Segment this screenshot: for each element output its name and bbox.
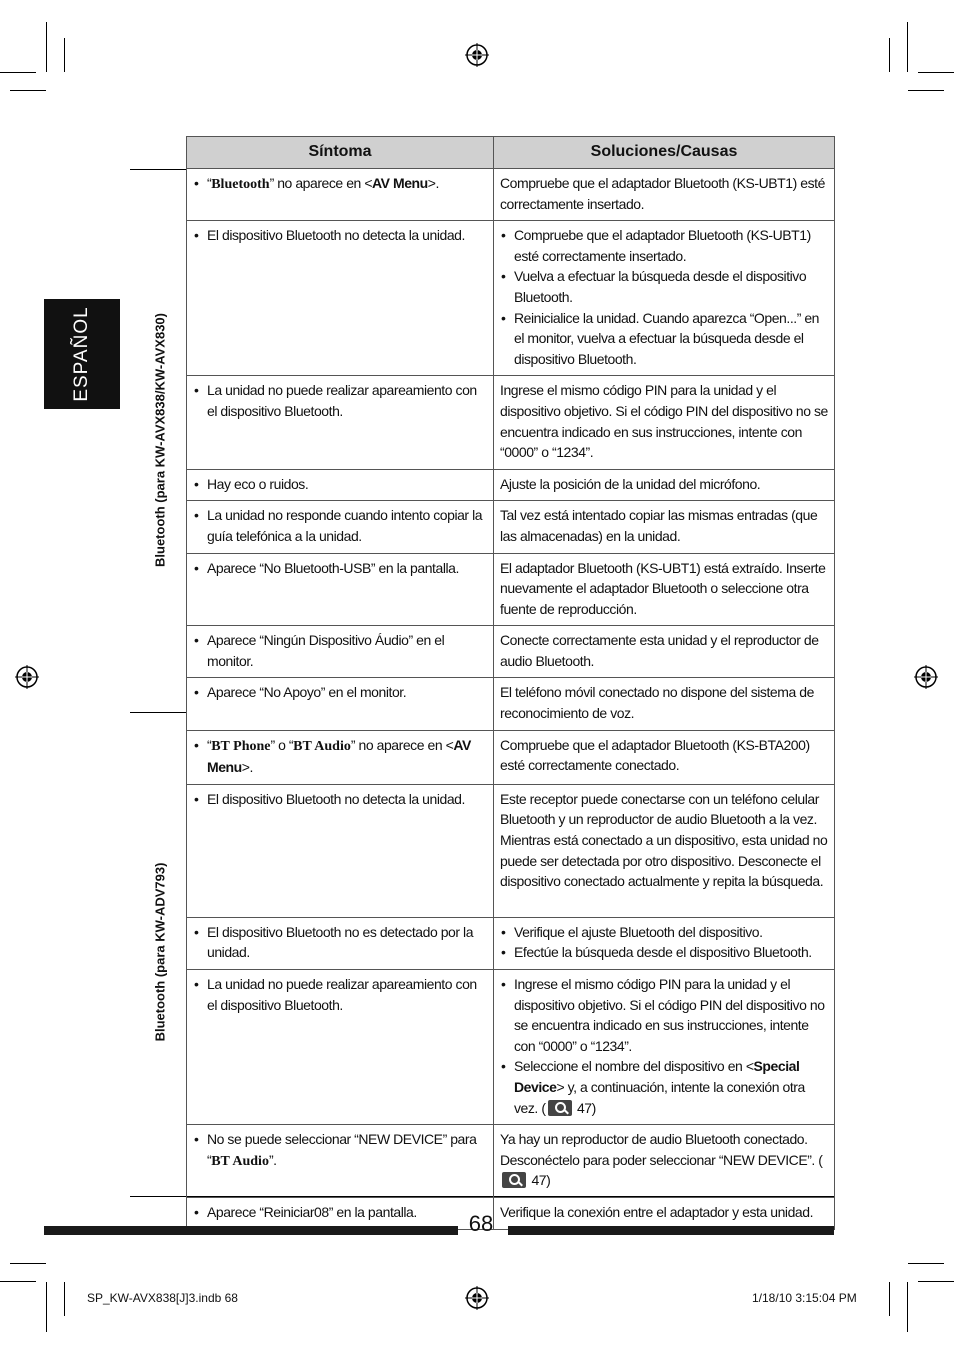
symptom-cell: • Aparece “No Bluetooth-USB” en la pantalla. [187, 553, 494, 626]
table-row [187, 678, 835, 730]
symptom-cell: • La unidad no puede realizar apareamiento con el dispositivo Bluetooth. [187, 376, 494, 469]
symptom-cell: • Aparece “Reiniciar08” en la pantalla. [187, 1197, 494, 1229]
language-tab [44, 299, 120, 409]
crop-mark [907, 22, 908, 72]
table-row [187, 626, 835, 678]
solution-cell: Compruebe que el adaptador Bluetooth (KS-UBT1) esté correctamente insertado. [494, 169, 835, 221]
symptom-cell: • “BT Phone” o “BT Audio” no aparece en <AV Menu>. [187, 730, 494, 784]
solution-cell: Ingrese el mismo código PIN para la unidad y el dispositivo objetivo. Si el código PIN del dispositivo no se encuentra indicado en sus instrucciones, intente con “0000” o “1234”. [494, 376, 835, 469]
table-row [187, 1125, 835, 1198]
group-divider [130, 169, 186, 170]
table-row [187, 917, 835, 969]
solution-cell: Ajuste la posición de la unidad del micrófono. [494, 469, 835, 501]
symptom-cell: • Aparece “No Apoyo” en el monitor. [187, 678, 494, 730]
table-row [187, 553, 835, 626]
crop-mark [64, 38, 65, 72]
solution-cell: • Ingrese el mismo código PIN para la unidad y el dispositivo objetivo. Si el código PIN del dispositivo no se encuentra indicado en sus instrucciones, intente con “0000” o “1234”. • Seleccione el nombre del dispositivo en <Special Device> y, a continuación, intente la conexión otra vez. ( 47) [494, 970, 835, 1125]
table-row [187, 1197, 835, 1229]
solution-cell: Conecte correctamente esta unidad y el reproductor de audio Bluetooth. [494, 626, 835, 678]
symptom-cell: • El dispositivo Bluetooth no detecta la unidad. [187, 784, 494, 917]
crop-mark [64, 1282, 65, 1316]
page-bar-left [44, 1226, 458, 1235]
crop-mark [918, 72, 954, 73]
table-row [187, 376, 835, 469]
footer-timestamp: 1/18/10 3:15:04 PM [752, 1291, 857, 1305]
crop-mark [46, 1282, 47, 1332]
crop-mark [918, 1281, 954, 1282]
table-row [187, 501, 835, 553]
registration-mark-icon [914, 665, 938, 689]
crop-mark [46, 22, 47, 72]
solution-cell: Verifique la conexión entre el adaptador y esta unidad. [494, 1197, 835, 1229]
solution-cell: Tal vez está intentado copiar las mismas entradas (que las almacenadas) en la unidad. [494, 501, 835, 553]
crop-mark [10, 90, 46, 91]
solution-cell: Compruebe que el adaptador Bluetooth (KS-BTA200) esté correctamente conectado. [494, 730, 835, 784]
crop-mark [908, 90, 944, 91]
crop-mark [10, 1263, 46, 1264]
crop-mark [907, 1282, 908, 1332]
crop-mark [0, 1281, 36, 1282]
symptom-cell: • El dispositivo Bluetooth no es detectado por la unidad. [187, 917, 494, 969]
crop-mark [908, 1263, 944, 1264]
registration-mark-icon [465, 1286, 489, 1310]
footer-file: SP_KW-AVX838[J]3.indb 68 [87, 1291, 238, 1305]
symptom-cell: • La unidad no puede realizar apareamiento con el dispositivo Bluetooth. [187, 970, 494, 1125]
header-solution: Soluciones/Causas [494, 137, 835, 169]
registration-mark-icon [465, 43, 489, 67]
symptom-cell: • “Bluetooth” no aparece en <AV Menu>. [187, 169, 494, 221]
crop-mark [889, 38, 890, 72]
table-row [187, 169, 835, 221]
solution-cell: El adaptador Bluetooth (KS-UBT1) está extraído. Inserte nuevamente el adaptador Bluetooth o seleccione otra fuente de reproducción. [494, 553, 835, 626]
crop-mark [0, 72, 36, 73]
registration-mark-icon [15, 665, 39, 689]
header-symptom: Síntoma [187, 137, 494, 169]
table-row [187, 784, 835, 917]
crop-mark [889, 1282, 890, 1316]
table-row [187, 221, 835, 376]
group-divider [130, 712, 186, 713]
table-row [187, 469, 835, 501]
page-number: 68 [468, 1211, 494, 1236]
table-header-row [187, 137, 835, 169]
solution-cell: • Compruebe que el adaptador Bluetooth (KS-UBT1) esté correctamente insertado. • Vuelva a efectuar la búsqueda desde el dispositivo Bluetooth. • Reinicialice la unidad. Cuando aparezca “Open...” en el monitor, vuelva a efectuar la búsqueda desde el dispositivo Bluetooth. [494, 221, 835, 376]
symptom-cell: • No se puede seleccionar “NEW DEVICE” para “BT Audio”. [187, 1125, 494, 1198]
table-row [187, 970, 835, 1125]
page-bar-right [508, 1226, 834, 1235]
search-reference-icon [548, 1100, 572, 1116]
group-label-avx838: Bluetooth (para KW-AVX838/KW-AVX830) [152, 313, 168, 567]
symptom-cell: • El dispositivo Bluetooth no detecta la unidad. [187, 221, 494, 376]
language-tab-label: ESPAÑOL [71, 306, 92, 402]
solution-cell: • Verifique el ajuste Bluetooth del dispositivo. • Efectúe la búsqueda desde el dispositivo Bluetooth. [494, 917, 835, 969]
solution-cell: Ya hay un reproductor de audio Bluetooth conectado. Desconéctelo para poder seleccionar “NEW DEVICE”. ( 47) [494, 1125, 835, 1198]
search-reference-icon [502, 1172, 526, 1188]
table-row [187, 730, 835, 784]
solution-cell: El teléfono móvil conectado no dispone del sistema de reconocimiento de voz. [494, 678, 835, 730]
troubleshooting-table [186, 136, 835, 1230]
symptom-cell: • La unidad no responde cuando intento copiar la guía telefónica a la unidad. [187, 501, 494, 553]
symptom-cell: • Aparece “Ningún Dispositivo Áudio” en el monitor. [187, 626, 494, 678]
symptom-cell: • Hay eco o ruidos. [187, 469, 494, 501]
group-label-adv793: Bluetooth (para KW-ADV793) [152, 862, 168, 1042]
solution-cell: Este receptor puede conectarse con un teléfono celular Bluetooth y un reproductor de audio Bluetooth a la vez. Mientras está conectado a un dispositivo, esta unidad no puede ser detectada por otro dispositivo. Desconecte el dispositivo conectado actualmente y repita la búsqueda. [494, 784, 835, 917]
